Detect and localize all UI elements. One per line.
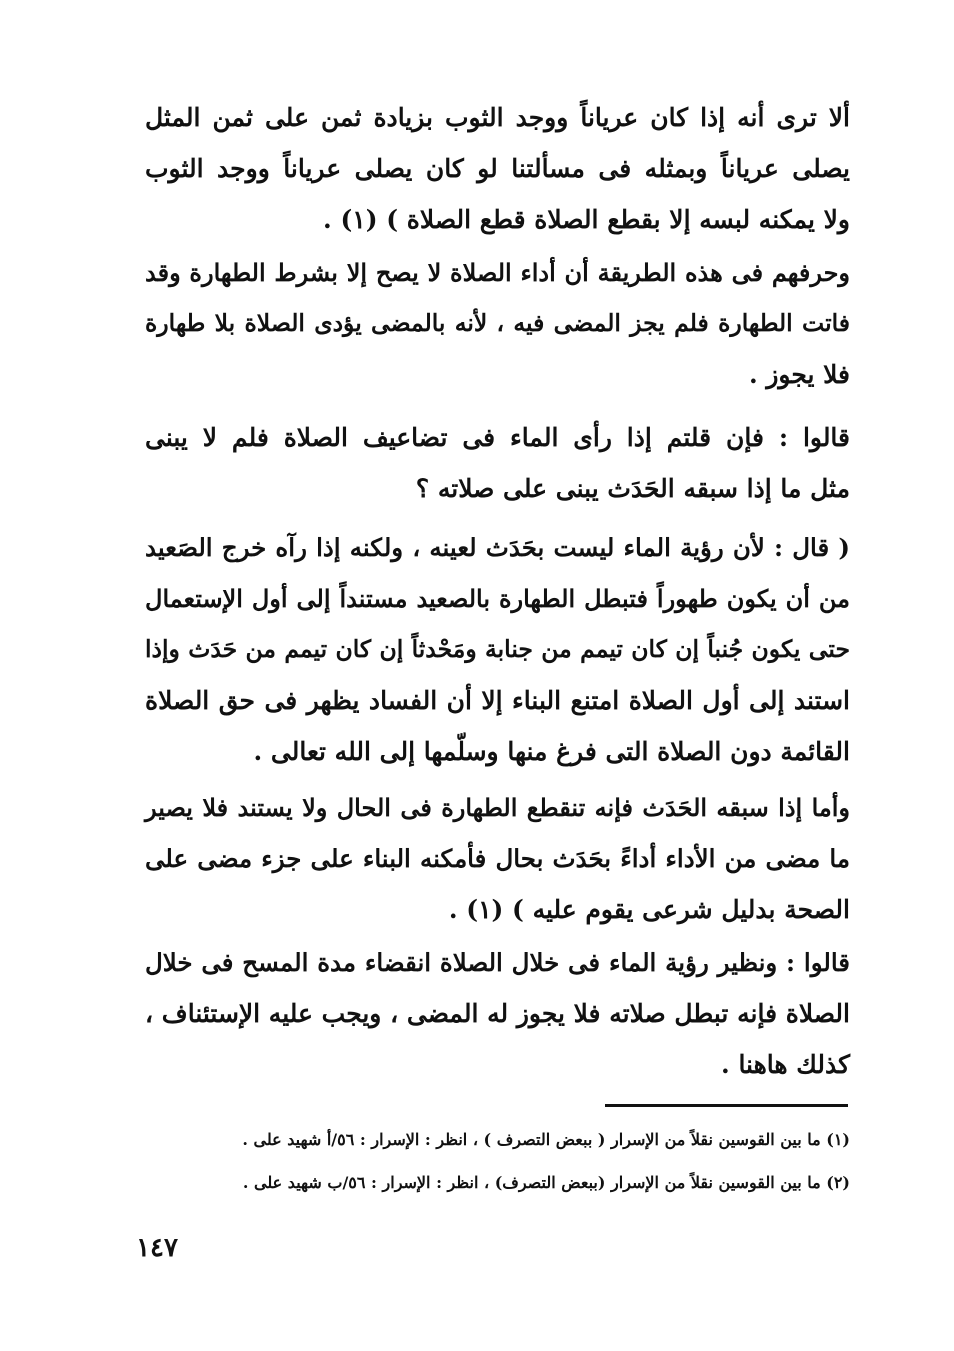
paragraph-line: قالوا : فإن قلتم إذا رأى الماء فى تضاعيف الصلاة فلم لا يبنى [145, 423, 850, 452]
paragraph-line: الصحة بدليل شرعى يقوم عليه ) (١) . [448, 895, 850, 924]
paragraph-6 [145, 937, 850, 1090]
page-number: ١٤٧ [136, 1233, 178, 1263]
paragraph-line: كذلك هاهنا . [721, 1050, 850, 1079]
paragraph-1 [145, 92, 850, 245]
paragraph-line: مثل ما إذا سبقه الحَدَث يبنى على صلاته ؟ [415, 474, 850, 503]
paragraph-line: يصلى عرياناً وبمثله فى مسألتنا لو كان يصلى عرياناً ووجد الثوب [145, 154, 850, 183]
footnote-divider [605, 1104, 848, 1107]
paragraph-line: من أن يكون طهوراً فتبطل الطهارة بالصعيد مستنداً إلى أول الإستعمال [145, 584, 850, 613]
paragraph-line: وأما إذا سبقه الحَدَث فإنه تنقطع الطهارة فى الحال ولا يستند فلا يصير [145, 793, 850, 822]
paragraph-line: فاتت الطهارة فلم يجز المضى فيه ، لأنه بالمضى يؤدى الصلاة بلا طهارة [145, 309, 850, 337]
paragraph-line: قالوا : ونظير رؤية الماء فى خلال الصلاة انقضاء مدة المسح فى خلال [145, 948, 850, 977]
paragraph-line: ألا ترى أنه إذا كان عرياناً ووجد الثوب بزيادة ثمن على ثمن المثل [145, 103, 850, 132]
paragraph-line: الصلاة فإنه تبطل صلاته فلا يجوز له المضى ، ويجب عليه الإستئناف ، [145, 999, 850, 1028]
paragraph-line: ولا يمكنه لبسه إلا بقطع الصلاة قطع الصلاة ) (١) . [323, 205, 850, 234]
paragraph-line: وحرفهم فى هذه الطريقة أن أداء الصلاة لا يصح إلا بشرط الطهارة وقد [145, 258, 850, 287]
paragraph-line: حتى يكون جُنباً إن كان تيمم من جنابة ومَحْدثاً إن كان تيمم من حَدَث وإذا [145, 635, 850, 663]
paragraph-5 [145, 782, 850, 935]
paragraph-2 [145, 247, 850, 400]
paragraph-line: فلا يجوز . [748, 360, 850, 389]
footnote-2: (٢) ما بين القوسين نقلاً من الإسرار (ببعض التصرف) ، انظر : الإسرار : ٥٦/ب شهيد على . [242, 1173, 850, 1192]
paragraph-3 [145, 412, 850, 514]
paragraph-line: استند إلى أول الصلاة امتنع البناء إلا أن الفساد يظهر فى حق الصلاة [145, 686, 850, 715]
footnote-1: (١) ما بين القوسين نقلاً من الإسرار ( ببعض التصرف ) ، انظر : الإسرار : ٥٦/أ شهيد على . [242, 1130, 850, 1149]
paragraph-4 [145, 522, 850, 777]
paragraph-line: القائمة دون الصلاة التى فرغ منها وسلّمها إلى الله تعالى . [253, 737, 850, 766]
paragraph-line: ما مضى من الأداء أداءً بحَدَث بحال فأمكنه البناء على جزء مضى على [145, 844, 850, 873]
paragraph-line: ( قال : لأن رؤية الماء ليست بحَدَث لعينه ، ولكنه إذا رآه خرج الصَعيد [145, 533, 850, 562]
